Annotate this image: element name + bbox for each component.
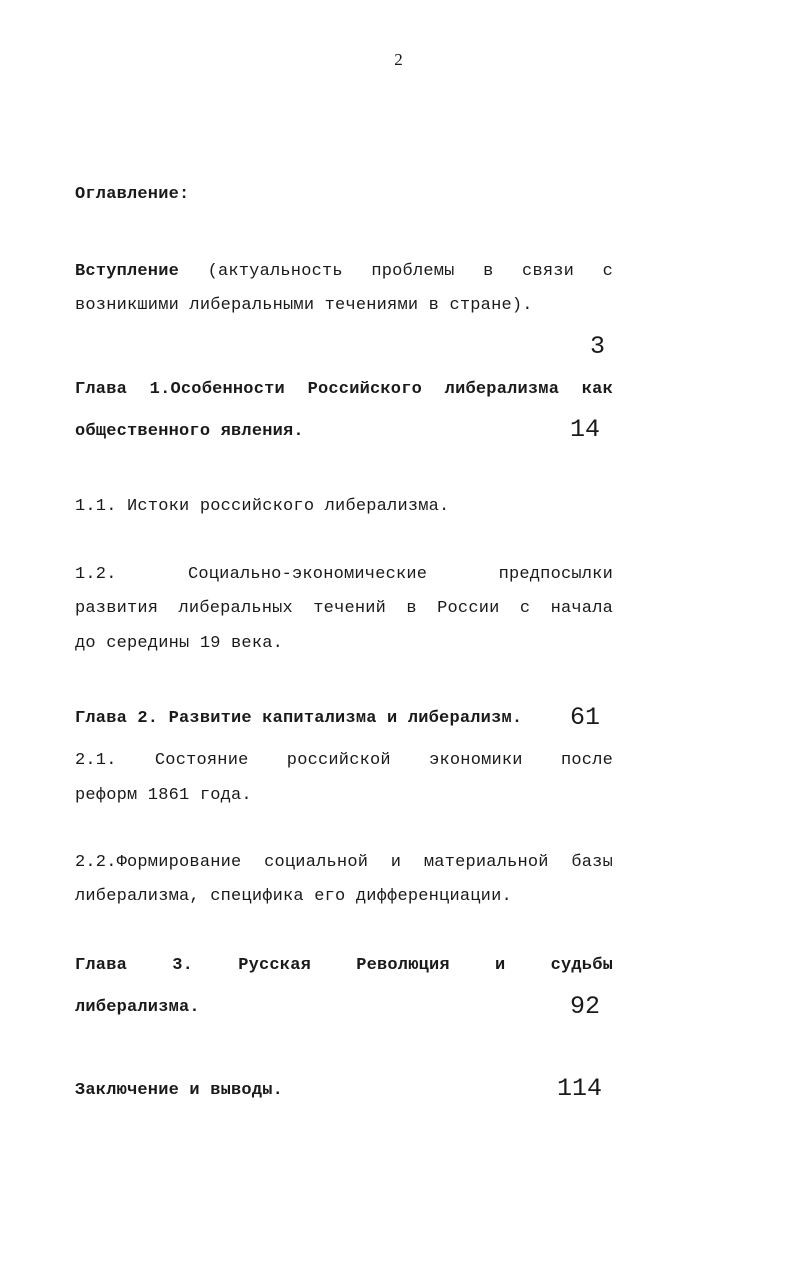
intro-bold-label: Вступление (75, 262, 180, 281)
section-1-2-line-2: развития либеральных течений в России с начала (75, 599, 613, 618)
section-2-2-line-1: 2.2.Формирование социальной и материальной базы (75, 853, 613, 872)
chapter2-page: 61 (570, 703, 601, 732)
chapter3-page: 92 (570, 992, 601, 1021)
chapter1-page: 14 (570, 415, 601, 444)
intro-page: 3 (590, 332, 606, 361)
page-number: 2 (394, 50, 403, 69)
chapter3-line-2: либерализма. (75, 998, 200, 1017)
chapter1-line-1: Глава 1.Особенности Российского либерализма как (75, 380, 613, 399)
section-1-2-line-3: до середины 19 века. (75, 634, 284, 653)
section-2-1-line-2: реформ 1861 года. (75, 786, 252, 805)
section-1-1: 1.1. Истоки российского либерализма. (75, 497, 450, 516)
intro-line-1 (75, 262, 613, 281)
intro-line-2: возникшими либеральными течениями в стране). (75, 296, 533, 315)
conclusion-title: Заключение и выводы. (75, 1081, 284, 1100)
section-1-2-line-1: 1.2. Социально-экономические предпосылки (75, 565, 613, 584)
section-2-1-line-1: 2.1. Состояние российской экономики после (75, 751, 613, 770)
toc-heading: Оглавление: (75, 185, 190, 204)
chapter1-line-2: общественного явления. (75, 422, 304, 441)
section-2-2-line-2: либерализма, специфика его дифференциации. (75, 887, 512, 906)
chapter3-line-1: Глава 3. Русская Революция и судьбы (75, 956, 613, 975)
chapter2-title: Глава 2. Развитие капитализма и либерализм. (75, 709, 523, 728)
intro-line-1-rest: (актуальность проблемы в связи с (207, 262, 613, 281)
conclusion-page: 114 (557, 1074, 603, 1103)
